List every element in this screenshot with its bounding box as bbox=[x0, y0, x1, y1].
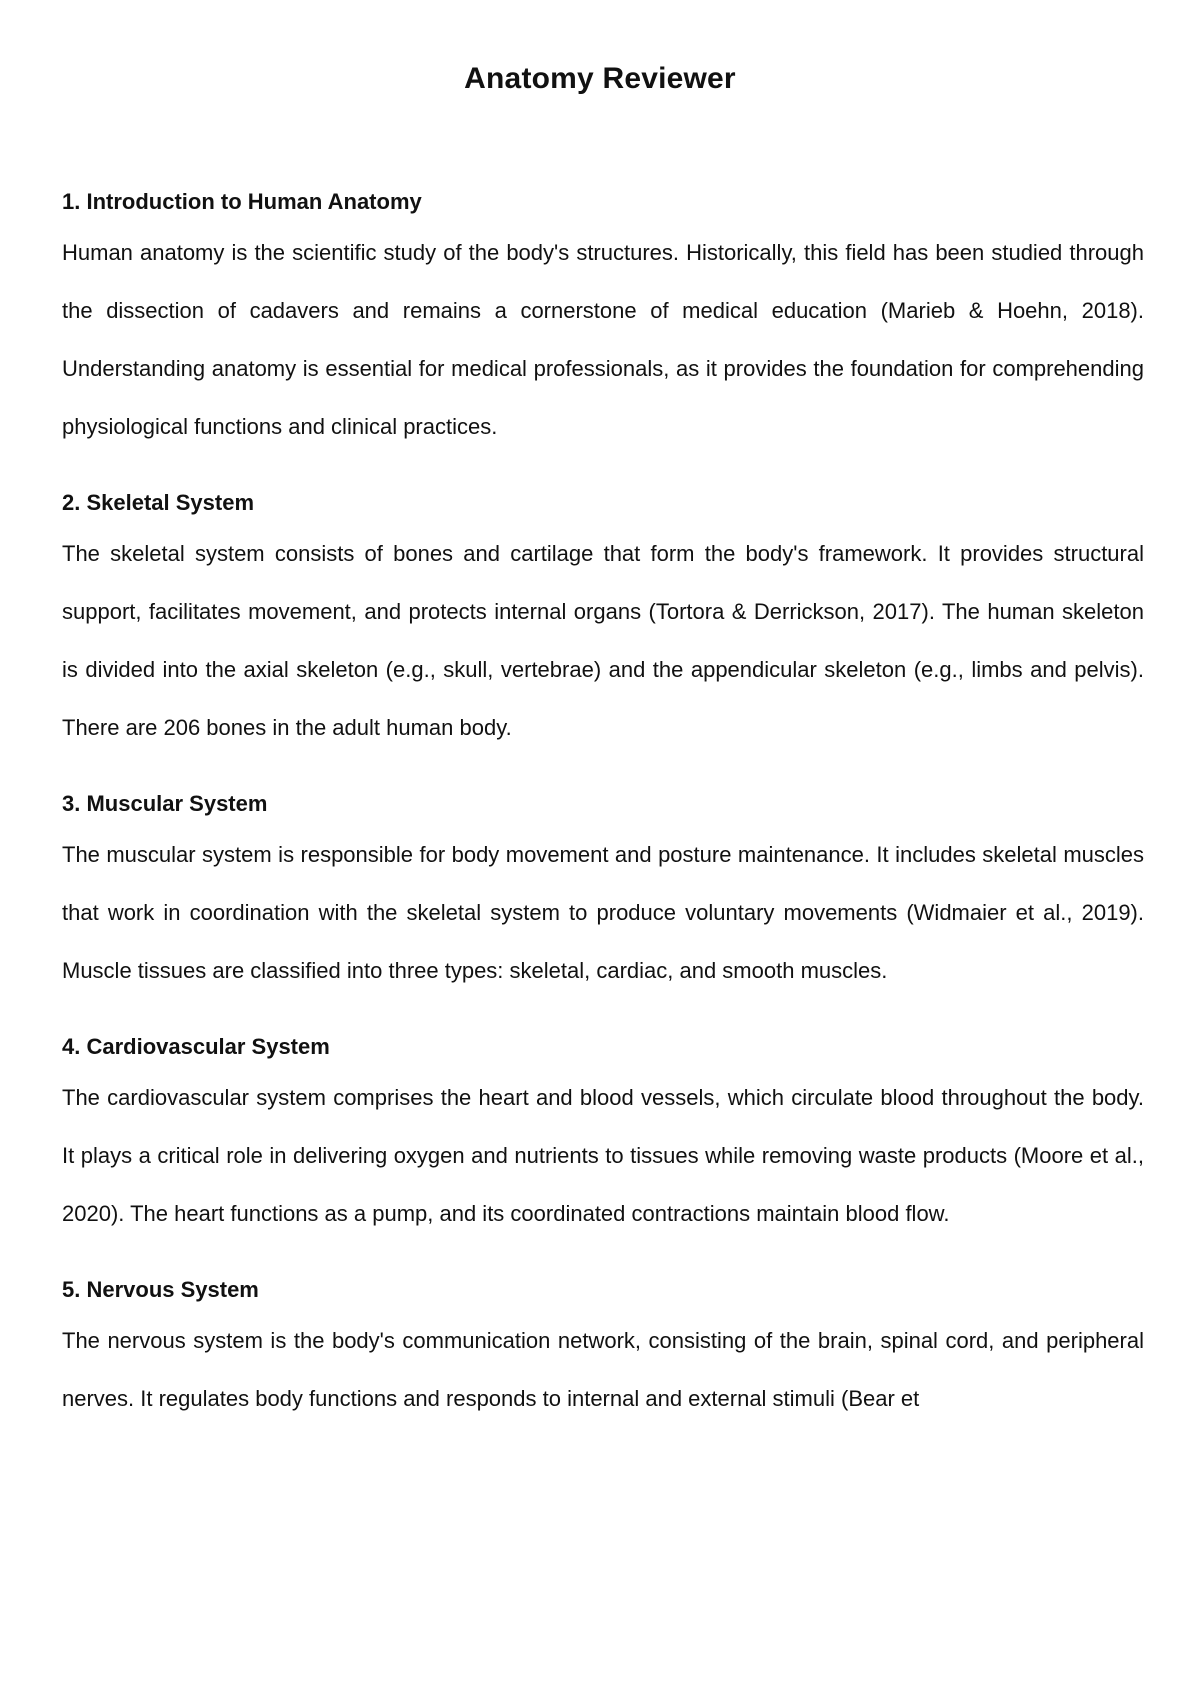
section-heading: 3. Muscular System bbox=[62, 791, 268, 816]
document-title: Anatomy Reviewer bbox=[464, 62, 736, 95]
section-heading: 4. Cardiovascular System bbox=[62, 1034, 330, 1059]
section-body: The nervous system is the body's communication network, consisting of the brain, spinal cord, and peripheral nerves. It regulates body functions and responds to internal and external stimuli (Bear et bbox=[62, 1328, 1144, 1411]
section-heading: 1. Introduction to Human Anatomy bbox=[62, 189, 422, 214]
section-body: The cardiovascular system comprises the heart and blood vessels, which circulate blood throughout the body. It plays a critical role in delivering oxygen and nutrients to tissues while removing waste products (Moore et al., 2020). The heart functions as a pump, and its coordinated contractions maintain blood flow. bbox=[62, 1085, 1144, 1226]
section-body: The muscular system is responsible for body movement and posture maintenance. It includes skeletal muscles that work in coordination with the skeletal system to produce voluntary movements (Widmaier et al., 2019). Muscle tissues are classified into three types: skeletal, cardiac, and smooth muscles. bbox=[62, 842, 1144, 983]
section-heading: 2. Skeletal System bbox=[62, 490, 255, 515]
section-body: Human anatomy is the scientific study of the body's structures. Historically, this field has been studied through the dissection of cadavers and remains a cornerstone of medical education (Marieb & Hoehn, 2018). Understanding anatomy is essential for medical professionals, as it provides the foundation for comprehending physiological functions and clinical practices. bbox=[62, 240, 1144, 439]
section-muscular-system bbox=[62, 782, 1144, 1000]
section-introduction bbox=[62, 180, 1144, 456]
section-nervous-system bbox=[62, 1268, 1144, 1428]
section-heading: 5. Nervous System bbox=[62, 1277, 259, 1302]
section-cardiovascular-system bbox=[62, 1025, 1144, 1243]
document-content bbox=[62, 180, 1144, 1453]
section-body: The skeletal system consists of bones and cartilage that form the body's framework. It provides structural support, facilitates movement, and protects internal organs (Tortora & Derrickson, 2017). The human skeleton is divided into the axial skeleton (e.g., skull, vertebrae) and the appendicular skeleton (e.g., limbs and pelvis). There are 206 bones in the adult human body. bbox=[62, 541, 1144, 740]
section-skeletal-system bbox=[62, 481, 1144, 757]
